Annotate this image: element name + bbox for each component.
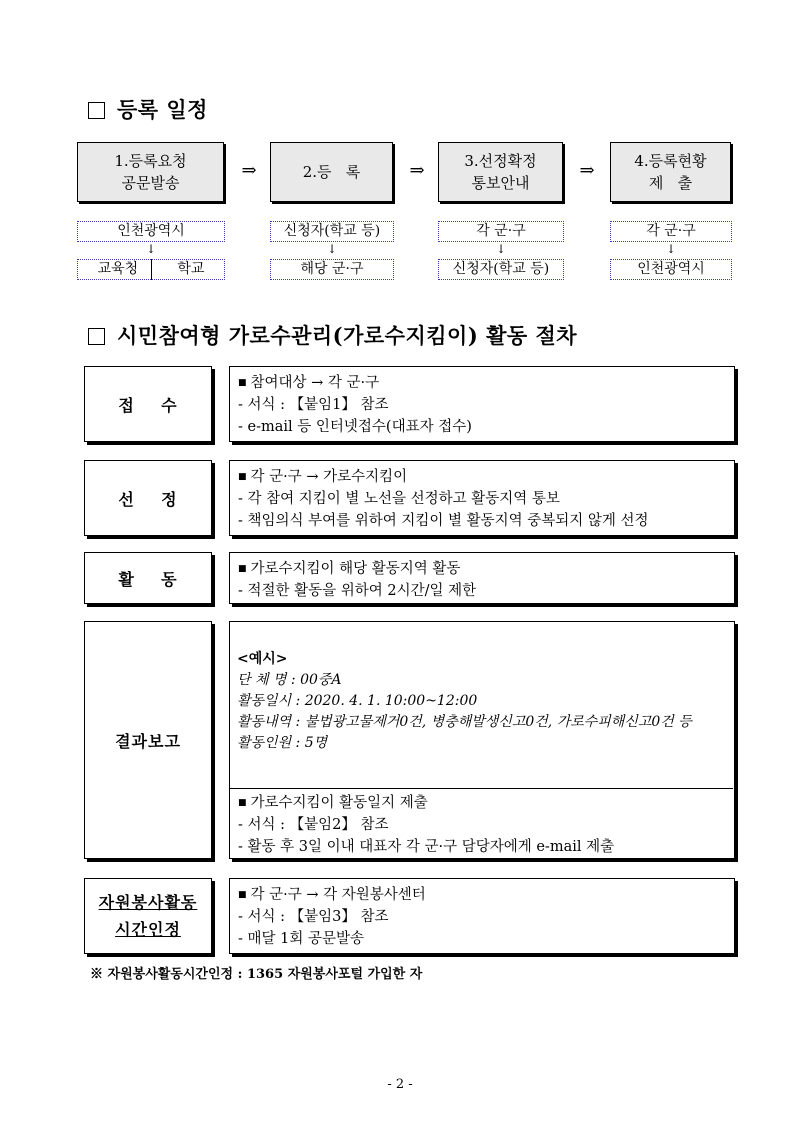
flow-from-1: 인천광역시 <box>77 221 225 242</box>
down-arrow-icon: ↓ <box>665 242 677 256</box>
square-bullet-icon <box>88 102 105 119</box>
double-arrow-icon: ⇒ <box>241 160 257 181</box>
procedure-box-volunteer: ■ 각 군·구 → 각 자원봉사센터 - 서식 : 【붙임3】 참조 - 매달 1회 공문발송 <box>229 878 735 954</box>
procedure-box-reception: ■ 참여대상 → 각 군·구 - 서식 : 【붙임1】 참조 - e-mail 등 인터넷접수(대표자 접수) <box>229 366 735 442</box>
step-box-2: 2.등 록 <box>270 142 393 202</box>
bullet-icon: ■ <box>238 564 247 574</box>
bullet-icon: ■ <box>238 890 247 900</box>
section-heading-procedure: 시민참여형 가로수관리(가로수지킴이) 활동 절차 <box>88 320 577 350</box>
procedure-label-activity: 활 동 <box>84 552 212 604</box>
down-arrow-icon: ↓ <box>326 242 338 256</box>
procedure-label-reception: 접 수 <box>84 366 212 442</box>
flow-divider <box>151 259 152 280</box>
flow-from-2: 신청자(학교 등) <box>270 221 394 242</box>
bullet-icon: ■ <box>238 378 247 388</box>
procedure-box-selection: ■ 각 군·구 → 가로수지킴이 - 각 참여 지킴이 별 노선을 선정하고 활동지역 통보 - 책임의식 부여를 위하여 지킴이 별 활동지역 중복되지 않게 선정 <box>229 460 735 536</box>
flow-to-3: 신청자(학교 등) <box>438 259 564 280</box>
procedure-box-activity: ■ 가로수지킴이 해당 활동지역 활동 - 적절한 활동을 위하여 2시간/일 제한 <box>229 552 735 604</box>
procedure-label-selection: 선 정 <box>84 460 212 536</box>
report-divider <box>230 788 733 789</box>
down-arrow-icon: ↓ <box>145 242 157 256</box>
footnote: ※ 자원봉사활동시간인정 : 1365 자원봉사포털 가입한 자 <box>90 967 423 982</box>
bullet-icon: ■ <box>238 798 247 808</box>
flow-to-1: 교육청 학교 <box>77 259 225 280</box>
procedure-label-volunteer: 자원봉사활동 시간인정 <box>84 878 212 954</box>
flow-to-4: 인천광역시 <box>610 259 732 280</box>
flow-from-3: 각 군·구 <box>438 221 564 242</box>
double-arrow-icon: ⇒ <box>579 160 595 181</box>
procedure-label-report: 결과보고 <box>84 621 212 859</box>
flow-from-4: 각 군·구 <box>610 221 732 242</box>
section-heading-schedule: 등록 일정 <box>88 94 208 124</box>
step-box-3: 3.선정확정 통보안내 <box>438 142 563 202</box>
double-arrow-icon: ⇒ <box>409 160 425 181</box>
bullet-icon: ■ <box>238 472 247 482</box>
procedure-box-report <box>229 621 735 859</box>
step-box-4: 4.등록현황 제 출 <box>610 142 731 202</box>
report-example: <예시> 단 체 명 : 00중A 활동일시 : 2020. 4. 1. 10:00~12:00 활동내역 : 불법광고물제거0건, 병충해발생신고0건, 가로수피해신고0건 등 활동인원 : 5명 <box>237 651 692 751</box>
square-bullet-icon <box>88 328 105 345</box>
report-submission: ■ 가로수지킴이 활동일지 제출 - 서식 : 【붙임2】 참조 - 활동 후 3일 이내 대표자 각 군·구 담당자에게 e-mail 제출 <box>238 795 615 855</box>
down-arrow-icon: ↓ <box>495 242 507 256</box>
step-box-1: 1.등록요청 공문발송 <box>77 142 224 202</box>
flow-to-2: 해당 군·구 <box>270 259 394 280</box>
page-number: - 2 - <box>387 1077 413 1092</box>
